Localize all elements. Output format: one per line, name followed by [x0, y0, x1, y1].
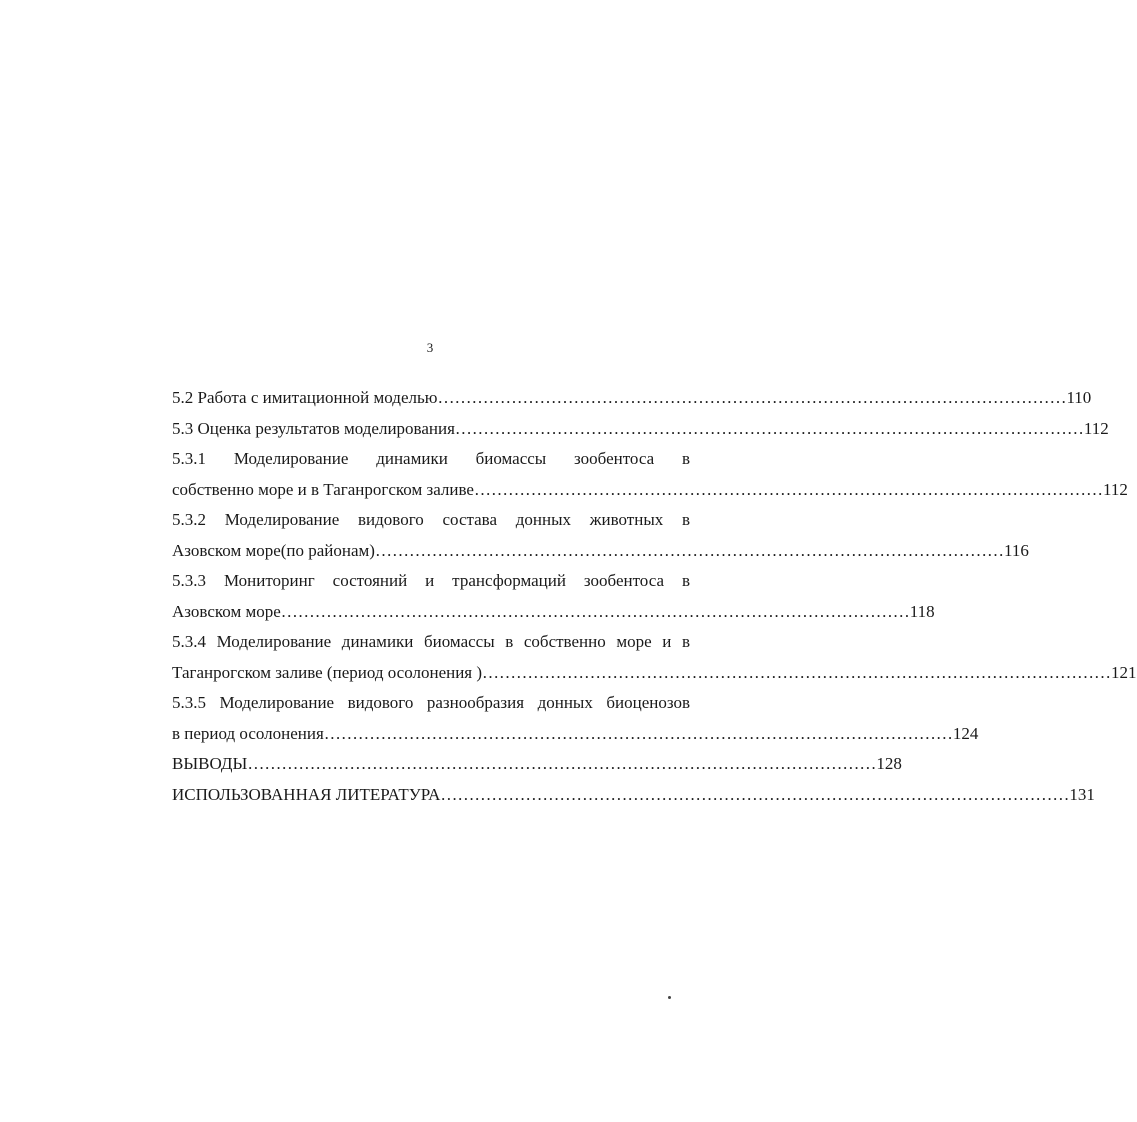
toc-entry-5.2 [172, 383, 1092, 414]
toc-entry-title: 5.3.1 Моделирование динамики биомассы зообентоса в [172, 449, 690, 468]
toc-entry-5.3.5 [172, 688, 979, 749]
toc-entry-references [172, 780, 1095, 811]
toc-leader-dots: ………………………………………………………………………………………………… [374, 540, 1004, 560]
toc-entry-title: ВЫВОДЫ [172, 754, 248, 773]
toc-entry-title: 5.2 Работа с имитационной моделью [172, 388, 438, 407]
toc-entry-line [172, 475, 1128, 506]
toc-entry-conclusions [172, 749, 902, 780]
toc-entry-title: ИСПОЛЬЗОВАННАЯ ЛИТЕРАТУРА [172, 784, 441, 804]
toc-entry-5.3.4 [172, 627, 1137, 688]
toc-page-number: 118 [909, 601, 935, 621]
toc-entry-title: Азовском море [172, 601, 281, 621]
toc-leader-dots: ………………………………………………………………………………………………… [473, 479, 1103, 499]
toc-entry-line [172, 383, 1092, 414]
page-number: 3 [426, 340, 434, 355]
toc-leader-dots: ………………………………………………………………………………………………… [454, 418, 1084, 438]
toc-entry-title: собственно море и в Таганрогском заливе [172, 479, 474, 499]
toc-leader-dots: ………………………………………………………………………………………………… [437, 388, 1067, 407]
toc-leader-dots: ………………………………………………………………………………………………… [440, 784, 1070, 804]
toc-entry-title: Таганрогском заливе (период осолонения ) [172, 662, 483, 682]
toc-entry-line [172, 749, 902, 780]
toc-page-number: 112 [1083, 418, 1109, 438]
toc-page-number: 112 [1102, 479, 1128, 499]
toc-leader-dots: ………………………………………………………………………………………………… [323, 723, 953, 743]
toc-leader-dots: ………………………………………………………………………………………………… [280, 601, 910, 621]
toc-leader-dots: ………………………………………………………………………………………………… [482, 662, 1112, 682]
scan-speck [668, 996, 671, 999]
toc-entry-title: 5.3.2 Моделирование видового состава донных животных в [172, 510, 690, 529]
toc-entry-line [172, 658, 1137, 689]
toc-page-number: 124 [952, 723, 979, 743]
toc-entry-line [172, 414, 1109, 445]
toc-entry-line [172, 780, 1095, 811]
toc-page-number: 131 [1069, 784, 1095, 804]
toc-entry-title: 5.3.3 Мониторинг состояний и трансформаций зообентоса в [172, 571, 690, 590]
toc-entry-5.3.2 [172, 505, 1029, 566]
toc-page-number: 128 [876, 754, 902, 773]
toc-entry-5.3 [172, 414, 1109, 445]
toc-entry-line [172, 719, 979, 750]
toc-entry-title: в период осолонения [172, 723, 324, 743]
toc-leader-dots: ………………………………………………………………………………………………… [247, 754, 877, 773]
toc-entry-line [172, 536, 1029, 567]
toc-page-number: 121 [1111, 662, 1137, 682]
toc-entry-5.3.1 [172, 444, 1128, 505]
toc-page-number: 110 [1066, 388, 1092, 407]
toc-entry-title: 5.3 Оценка результатов моделирования [172, 418, 455, 438]
toc-entry-title: 5.3.4 Моделирование динамики биомассы в собственно море и в [172, 632, 690, 651]
toc-entry-5.3.3 [172, 566, 935, 627]
toc-entry-title: 5.3.5 Моделирование видового разнообразия донных биоценозов [172, 693, 690, 712]
toc-page-number: 116 [1003, 540, 1029, 560]
table-of-contents [172, 383, 1137, 810]
toc-entry-line [172, 597, 935, 628]
toc-entry-title: Азовском море(по районам) [172, 540, 375, 560]
